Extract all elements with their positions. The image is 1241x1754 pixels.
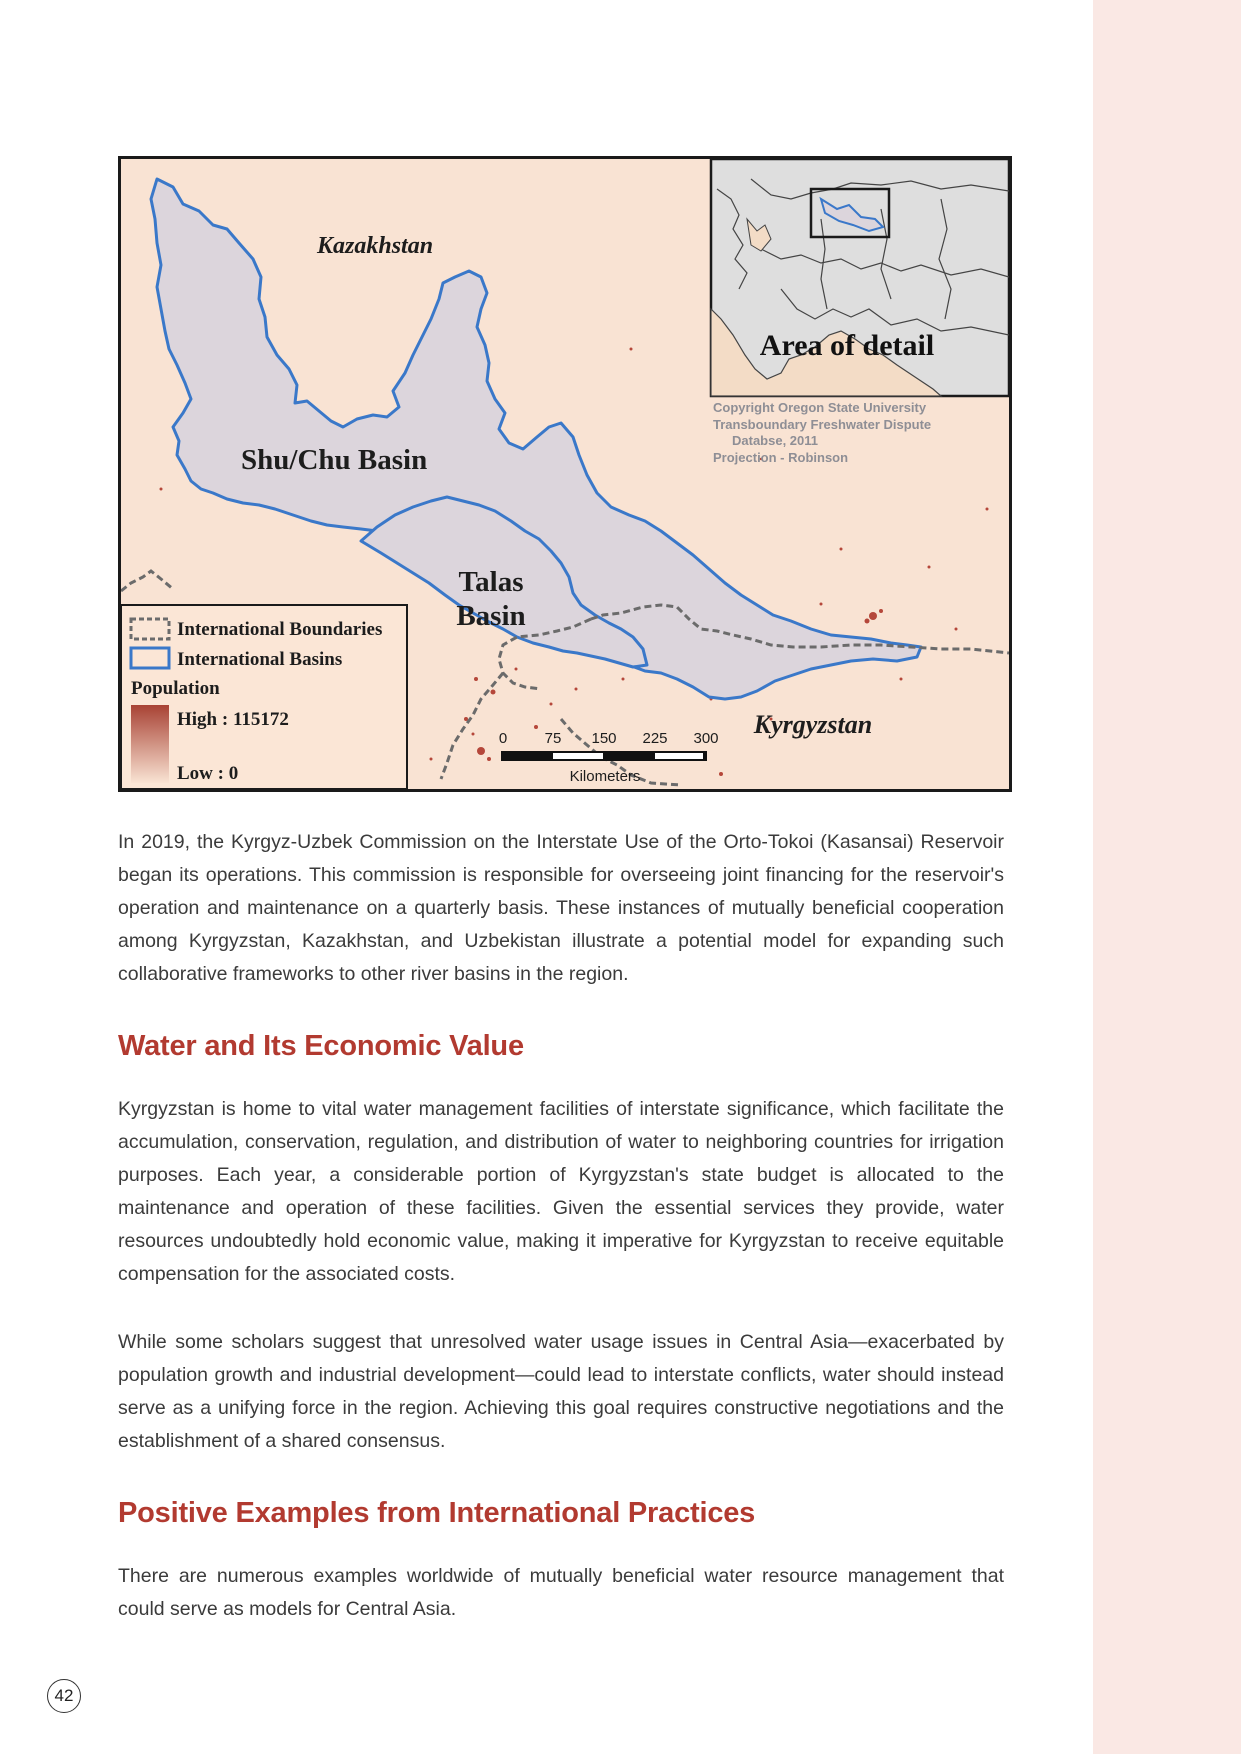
paragraph-facilities: Kyrgyzstan is home to vital water management facilities of interstate significance, which facilitate the accumulation, conservation, regulation, and distribution of water to neighboring countries for irrigation purposes. Each year, a considerable portion of Kyrgyzstan's state budget is allocated to the maintenance and operation of these facilities. Given the essential services they provide, water resources undoubtedly hold economic value, making it imperative for Kyrgyzstan to receive equitable compensation for the associated costs.	[118, 1098, 1004, 1285]
credit-line-1: Copyright Oregon State University	[713, 400, 927, 415]
heading-economic-value: Water and Its Economic Value	[118, 1030, 524, 1062]
legend-high-label: High : 115172	[177, 709, 289, 730]
label-kyrgyzstan: Kyrgyzstan	[753, 710, 873, 739]
page-number: 42	[47, 1679, 81, 1713]
inset-map	[711, 159, 1009, 396]
legend-basins-label: International Basins	[177, 649, 343, 670]
scale-tick-225: 225	[642, 730, 668, 747]
heading-international-practices: Positive Examples from International Practices	[118, 1497, 756, 1529]
credit-line-4: Projection - Robinson	[713, 450, 849, 465]
label-talas: Talas	[458, 566, 524, 598]
label-shu-chu-basin: Shu/Chu Basin	[241, 444, 428, 476]
paragraph-examples: There are numerous examples worldwide of mutually beneficial water resource management that could serve as models for Central Asia.	[118, 1565, 1004, 1620]
legend-low-label: Low : 0	[177, 763, 239, 784]
label-kazakhstan: Kazakhstan	[317, 233, 434, 259]
scale-tick-150: 150	[591, 730, 617, 747]
label-basin: Basin	[456, 600, 526, 632]
side-band	[1093, 0, 1241, 1754]
inset-title: Area of detail	[759, 329, 935, 362]
legend-population-label: Population	[131, 678, 220, 699]
paragraph-commission: In 2019, the Kyrgyz-Uzbek Commission on the Interstate Use of the Orto-Tokoi (Kasansai) Reservoir began its operations. This commission is responsible for overseeing joint financing for the reservoir's operation and maintenance on a quarterly basis. These instances of mutually beneficial cooperation among Kyrgyzstan, Kazakhstan, and Uzbekistan illustrate a potential model for expanding such collaborative frameworks to other river basins in the region.	[118, 831, 1004, 985]
credit-line-3: Databse, 2011	[732, 433, 819, 448]
basin-map	[118, 156, 1012, 792]
legend-population-ramp	[131, 705, 169, 783]
scale-unit: Kilometers	[569, 768, 641, 785]
scale-tick-0: 0	[498, 730, 508, 747]
paragraph-scholars: While some scholars suggest that unresolved water usage issues in Central Asia—exacerbated by population growth and industrial development—could lead to interstate conflicts, water should instead serve as a unifying force in the region. Achieving this goal requires constructive negotiations and the establishment of a shared consensus.	[118, 1331, 1004, 1452]
scale-tick-75: 75	[544, 730, 562, 747]
credit-line-2: Transboundary Freshwater Dispute	[713, 417, 932, 432]
scale-tick-300: 300	[693, 730, 719, 747]
map-legend	[121, 605, 407, 789]
legend-boundaries-label: International Boundaries	[177, 619, 383, 640]
